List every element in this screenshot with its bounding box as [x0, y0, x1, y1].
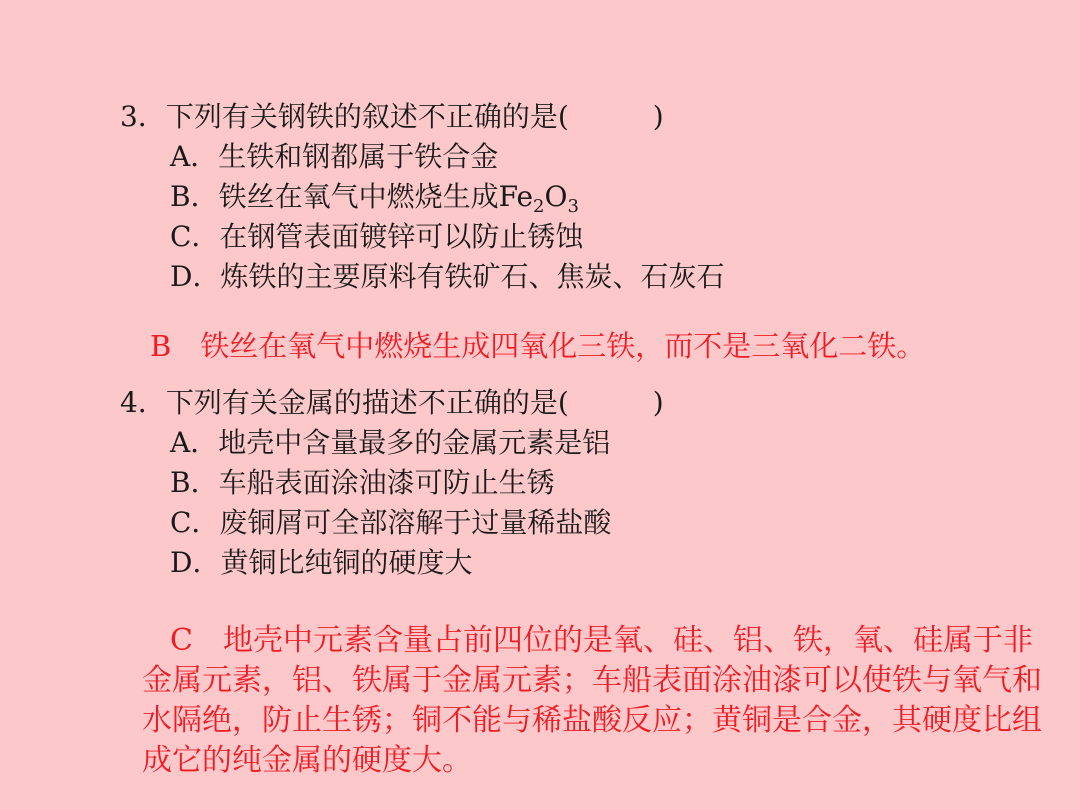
oxygen-symbol: O [544, 180, 568, 213]
question-3-option-c: C．在钢管表面镀锌可以防止锈蚀 [170, 220, 584, 253]
question-4-option-c: C．废铜屑可全部溶解于过量稀盐酸 [170, 506, 612, 539]
question-4-option-a: A．地壳中含量最多的金属元素是铝 [170, 426, 611, 459]
question-3-stem: 3．下列有关钢铁的叙述不正确的是( ) [120, 100, 664, 133]
question-3-option-d: D．炼铁的主要原料有铁矿石、焦炭、石灰石 [170, 260, 725, 293]
question-4-answer: C 地壳中元素含量占前四位的是氧、硅、铝、铁，氧、硅属于非金属元素，铝、铁属于金属元素；车船表面涂油漆可以使铁与氧气和水隔绝，防止生锈；铜不能与稀盐酸反应；黄铜是合金，其硬度比组成它的纯金属的硬度大。 [142, 623, 1042, 778]
subscript-2: 2 [533, 196, 545, 217]
question-4-option-b: B．车船表面涂油漆可防止生锈 [170, 466, 555, 499]
option-b-text: B．铁丝在氧气中燃烧生成Fe [170, 180, 534, 213]
question-3-option-a: A．生铁和钢都属于铁合金 [170, 140, 499, 173]
question-4-option-d: D．黄铜比纯铜的硬度大 [170, 546, 473, 579]
subscript-3: 3 [567, 196, 579, 217]
question-4-stem: 4．下列有关金属的描述不正确的是( ) [120, 386, 664, 419]
question-3-option-b [170, 177, 579, 217]
question-3-answer: B 铁丝在氧气中燃烧生成四氧化三铁，而不是三氧化二铁。 [150, 329, 926, 363]
